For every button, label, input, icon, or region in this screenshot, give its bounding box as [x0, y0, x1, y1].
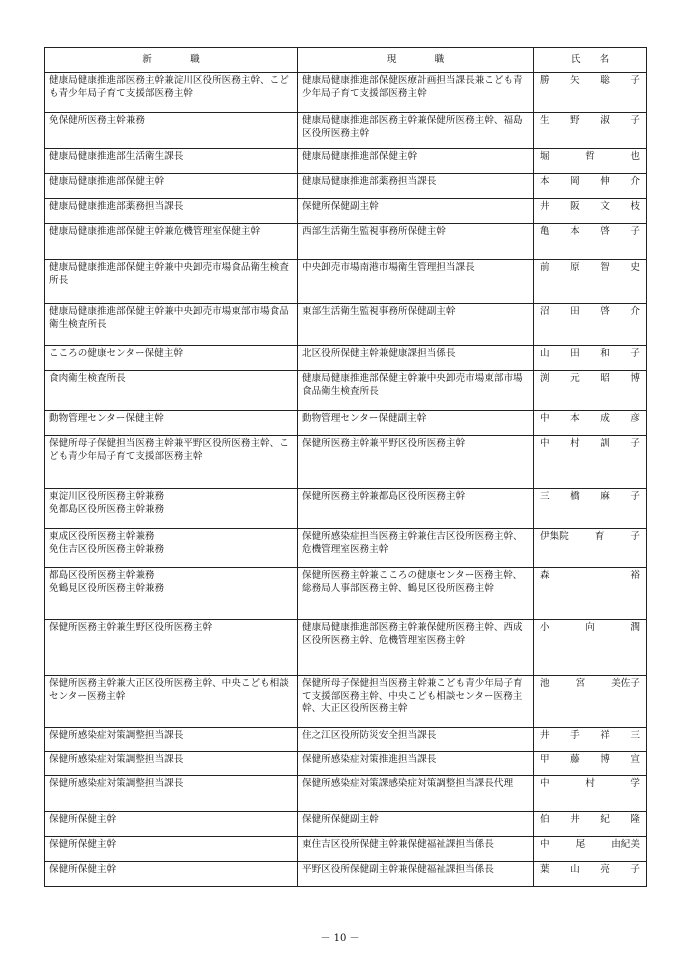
person-name	[540, 622, 640, 635]
person-name-cell	[534, 371, 647, 411]
name-part: 村	[585, 778, 595, 789]
person-name	[540, 75, 640, 88]
name-part: 山	[570, 864, 580, 875]
person-name-cell	[534, 260, 647, 304]
name-part: 渕	[540, 373, 550, 384]
new-position-cell: 都島区役所医務主幹兼務 免鶴見区役所医務主幹兼務	[45, 568, 298, 620]
table-row	[45, 752, 647, 776]
new-position-cell: 保健所医務主幹兼大正区役所医務主幹、中央こども相談センター医務主幹	[45, 676, 298, 728]
current-position-cell: 健康局健康推進部保健主幹	[298, 149, 534, 174]
new-position-cell: 健康局健康推進部保健主幹兼危機管理室保健主幹	[45, 224, 298, 260]
name-part: 井	[540, 201, 550, 212]
name-part: 訓	[600, 438, 610, 449]
name-part: 麻	[600, 491, 610, 502]
name-part: 啓	[600, 226, 610, 237]
table-row	[45, 199, 647, 224]
new-position-cell: 保健所感染症対策調整担当課長	[45, 728, 298, 752]
person-name	[540, 778, 640, 791]
table-row	[45, 436, 647, 489]
person-name-cell	[534, 529, 647, 568]
name-part: 祥	[600, 730, 610, 741]
name-part: 哲	[585, 151, 595, 162]
name-part: 中	[540, 413, 550, 424]
header-current-position: 現 職	[298, 48, 534, 73]
name-part: 子	[630, 115, 640, 126]
person-name	[540, 531, 640, 544]
name-part: 田	[570, 348, 580, 359]
name-part: 井	[540, 730, 550, 741]
name-part: 子	[630, 864, 640, 875]
name-part: 田	[570, 306, 580, 317]
person-name	[540, 115, 640, 128]
person-name	[540, 438, 640, 451]
table-row	[45, 837, 647, 862]
name-part: 藤	[570, 754, 580, 765]
name-part: 子	[630, 438, 640, 449]
name-part: 学	[630, 778, 640, 789]
current-position-cell: 東住吉区役所保健主幹兼保健福祉課担当係長	[298, 837, 534, 862]
person-name-cell	[534, 346, 647, 371]
table-row	[45, 489, 647, 529]
current-position-cell: 保健所保健副主幹	[298, 199, 534, 224]
new-position-cell: 健康局健康推進部生活衛生課長	[45, 149, 298, 174]
name-part: 淑	[600, 115, 610, 126]
name-part: 宮	[575, 678, 586, 689]
new-position-cell: 保健所保健主幹	[45, 812, 298, 837]
person-name	[540, 373, 640, 386]
name-part: 美佐子	[611, 678, 640, 689]
new-position-cell: 東淀川区役所医務主幹兼務 免都島区役所医務主幹兼務	[45, 489, 298, 529]
table-row	[45, 149, 647, 174]
person-name	[540, 262, 640, 275]
name-part: 中	[540, 438, 550, 449]
person-name-cell	[534, 224, 647, 260]
table-row	[45, 174, 647, 199]
table-row	[45, 620, 647, 676]
name-part: 原	[570, 262, 580, 273]
person-name	[540, 348, 640, 361]
name-part: 森	[540, 570, 550, 581]
table-row	[45, 304, 647, 346]
new-position-cell: 健康局健康推進部医務主幹兼淀川区役所医務主幹、こども青少年局子育て支援部医務主幹	[45, 73, 298, 113]
person-name-cell	[534, 436, 647, 489]
table-row	[45, 260, 647, 304]
table-row	[45, 224, 647, 260]
personnel-table	[44, 47, 647, 887]
name-part: 介	[630, 176, 640, 187]
person-name	[540, 176, 640, 189]
name-part: 和	[600, 348, 610, 359]
current-position-cell: 健康局健康推進部保健主幹兼中央卸売市場東部市場食品衛生検査所長	[298, 371, 534, 411]
name-part: 亀	[540, 226, 550, 237]
current-position-cell: 健康局健康推進部薬務担当課長	[298, 174, 534, 199]
person-name-cell	[534, 862, 647, 887]
name-part: 子	[630, 226, 640, 237]
name-part: 博	[600, 754, 610, 765]
name-part: 文	[600, 201, 610, 212]
table-row	[45, 676, 647, 728]
name-part: 育	[594, 531, 605, 542]
name-part: 池	[540, 678, 550, 689]
name-part: 堀	[540, 151, 550, 162]
new-position-cell: 保健所母子保健担当医務主幹兼平野区役所医務主幹、こども青少年局子育て支援部医務主幹	[45, 436, 298, 489]
name-part: 山	[540, 348, 550, 359]
current-position-cell: 西部生活衛生監視事務所保健主幹	[298, 224, 534, 260]
person-name	[540, 730, 640, 743]
current-position-cell: 健康局健康推進部医務主幹兼保健所医務主幹、西成区役所医務主幹、危機管理室医務主幹	[298, 620, 534, 676]
person-name	[540, 864, 640, 877]
person-name-cell	[534, 568, 647, 620]
name-part: 岡	[570, 176, 580, 187]
new-position-cell: 保健所感染症対策調整担当課長	[45, 776, 298, 812]
table-row	[45, 411, 647, 436]
name-part: 勝	[540, 75, 550, 86]
person-name-cell	[534, 752, 647, 776]
name-part: 聡	[600, 75, 610, 86]
name-part: 阪	[570, 201, 580, 212]
person-name-cell	[534, 73, 647, 113]
new-position-cell: 東成区役所医務主幹兼務 免住吉区役所医務主幹兼務	[45, 529, 298, 568]
person-name	[540, 754, 640, 767]
name-part: 啓	[600, 306, 610, 317]
new-position-cell: 保健所医務主幹兼生野区役所医務主幹	[45, 620, 298, 676]
table-row	[45, 529, 647, 568]
name-part: 小	[540, 622, 550, 633]
name-part: 橋	[570, 491, 580, 502]
current-position-cell: 健康局健康推進部医務主幹兼保健所医務主幹、福島区役所医務主幹	[298, 113, 534, 149]
person-name-cell	[534, 728, 647, 752]
name-part: 智	[600, 262, 610, 273]
table-row	[45, 776, 647, 812]
current-position-cell: 保健所感染症対策課感染症対策調整担当課長代理	[298, 776, 534, 812]
page-number: － 10 －	[320, 933, 360, 944]
name-part: 子	[630, 491, 640, 502]
person-name-cell	[534, 676, 647, 728]
table-row	[45, 812, 647, 837]
name-part: 野	[570, 115, 580, 126]
name-part: 生	[540, 115, 550, 126]
name-part: 伸	[600, 176, 610, 187]
name-part: 紀	[600, 814, 610, 825]
current-position-cell: 北区役所保健主幹兼健康課担当係長	[298, 346, 534, 371]
person-name	[540, 413, 640, 426]
name-part: 三	[540, 491, 550, 502]
personnel-table-sheet	[44, 47, 646, 887]
name-part: 由紀美	[611, 839, 640, 850]
name-part: 博	[630, 373, 640, 384]
name-part: 成	[600, 413, 610, 424]
name-part: 子	[630, 348, 640, 359]
new-position-cell: 保健所感染症対策調整担当課長	[45, 752, 298, 776]
name-part: 甲	[540, 754, 550, 765]
name-part: 前	[540, 262, 550, 273]
person-name	[540, 151, 640, 164]
table-row	[45, 346, 647, 371]
new-position-cell: 保健所保健主幹	[45, 837, 298, 862]
person-name-cell	[534, 620, 647, 676]
current-position-cell: 住之江区役所防災安全担当課長	[298, 728, 534, 752]
table-header-row	[45, 48, 647, 73]
current-position-cell: 保健所医務主幹兼こころの健康センター医務主幹、総務局人事部医務主幹、鶴見区役所医務主幹	[298, 568, 534, 620]
name-part: 三	[630, 730, 640, 741]
name-part: 潤	[630, 622, 640, 633]
person-name	[540, 839, 640, 852]
current-position-cell: 動物管理センター保健副主幹	[298, 411, 534, 436]
current-position-cell: 平野区役所保健副主幹兼保健福祉課担当係長	[298, 862, 534, 887]
person-name	[540, 201, 640, 214]
person-name-cell	[534, 812, 647, 837]
new-position-cell: 健康局健康推進部薬務担当課長	[45, 199, 298, 224]
name-part: 子	[630, 531, 640, 542]
current-position-cell: 保健所医務主幹兼都島区役所医務主幹	[298, 489, 534, 529]
name-part: 尾	[575, 839, 586, 850]
person-name	[540, 678, 640, 691]
current-position-cell: 保健所母子保健担当医務主幹兼こども青少年局子育て支援部医務主幹、中央こども相談センター医務主幹、大正区役所医務主幹	[298, 676, 534, 728]
person-name-cell	[534, 113, 647, 149]
table-row	[45, 113, 647, 149]
person-name-cell	[534, 304, 647, 346]
person-name-cell	[534, 174, 647, 199]
name-part: 本	[540, 176, 550, 187]
name-part: 子	[630, 75, 640, 86]
new-position-cell: 食肉衛生検査所長	[45, 371, 298, 411]
name-part: 矢	[570, 75, 580, 86]
table-row	[45, 862, 647, 887]
name-part: 村	[570, 438, 580, 449]
name-part: 沼	[540, 306, 550, 317]
name-part: 亮	[600, 864, 610, 875]
name-part: 昭	[600, 373, 610, 384]
person-name-cell	[534, 776, 647, 812]
new-position-cell: 動物管理センター保健主幹	[45, 411, 298, 436]
table-row	[45, 568, 647, 620]
name-part: 井	[570, 814, 580, 825]
current-position-cell: 保健所保健副主幹	[298, 812, 534, 837]
name-part: 中	[540, 839, 550, 850]
person-name	[540, 491, 640, 504]
current-position-cell: 保健所感染症担当医務主幹兼住吉区役所医務主幹、危機管理室医務主幹	[298, 529, 534, 568]
name-part: 伊集院	[540, 531, 569, 542]
person-name	[540, 306, 640, 319]
name-part: 裕	[630, 570, 640, 581]
person-name	[540, 814, 640, 827]
header-new-position: 新 職	[45, 48, 298, 73]
current-position-cell: 保健所医務主幹兼平野区役所医務主幹	[298, 436, 534, 489]
person-name	[540, 226, 640, 239]
header-name: 氏 名	[534, 48, 647, 73]
current-position-cell: 健康局健康推進部保健医療計画担当課長兼こども青少年局子育て支援部医務主幹	[298, 73, 534, 113]
name-part: 介	[630, 306, 640, 317]
name-part: 彦	[630, 413, 640, 424]
new-position-cell: 健康局健康推進部保健主幹	[45, 174, 298, 199]
new-position-cell: 健康局健康推進部保健主幹兼中央卸売市場東部市場食品衛生検査所長	[45, 304, 298, 346]
person-name-cell	[534, 149, 647, 174]
current-position-cell: 東部生活衛生監視事務所保健副主幹	[298, 304, 534, 346]
person-name-cell	[534, 837, 647, 862]
current-position-cell: 中央卸売市場南港市場衛生管理担当課長	[298, 260, 534, 304]
new-position-cell: 免保健所医務主幹兼務	[45, 113, 298, 149]
name-part: 伯	[540, 814, 550, 825]
table-row	[45, 371, 647, 411]
name-part: 本	[570, 413, 580, 424]
name-part: 元	[570, 373, 580, 384]
name-part: 宣	[630, 754, 640, 765]
new-position-cell: 保健所保健主幹	[45, 862, 298, 887]
person-name-cell	[534, 411, 647, 436]
name-part: 手	[570, 730, 580, 741]
new-position-cell: こころの健康センター保健主幹	[45, 346, 298, 371]
name-part: 枝	[630, 201, 640, 212]
name-part: 向	[585, 622, 595, 633]
table-row	[45, 73, 647, 113]
name-part: 葉	[540, 864, 550, 875]
name-part: 史	[630, 262, 640, 273]
table-row	[45, 728, 647, 752]
person-name-cell	[534, 489, 647, 529]
name-part: 中	[540, 778, 550, 789]
name-part: 也	[630, 151, 640, 162]
person-name	[540, 570, 640, 583]
current-position-cell: 保健所感染症対策推進担当課長	[298, 752, 534, 776]
new-position-cell: 健康局健康推進部保健主幹兼中央卸売市場食品衛生検査所長	[45, 260, 298, 304]
name-part: 隆	[630, 814, 640, 825]
name-part: 本	[570, 226, 580, 237]
person-name-cell	[534, 199, 647, 224]
